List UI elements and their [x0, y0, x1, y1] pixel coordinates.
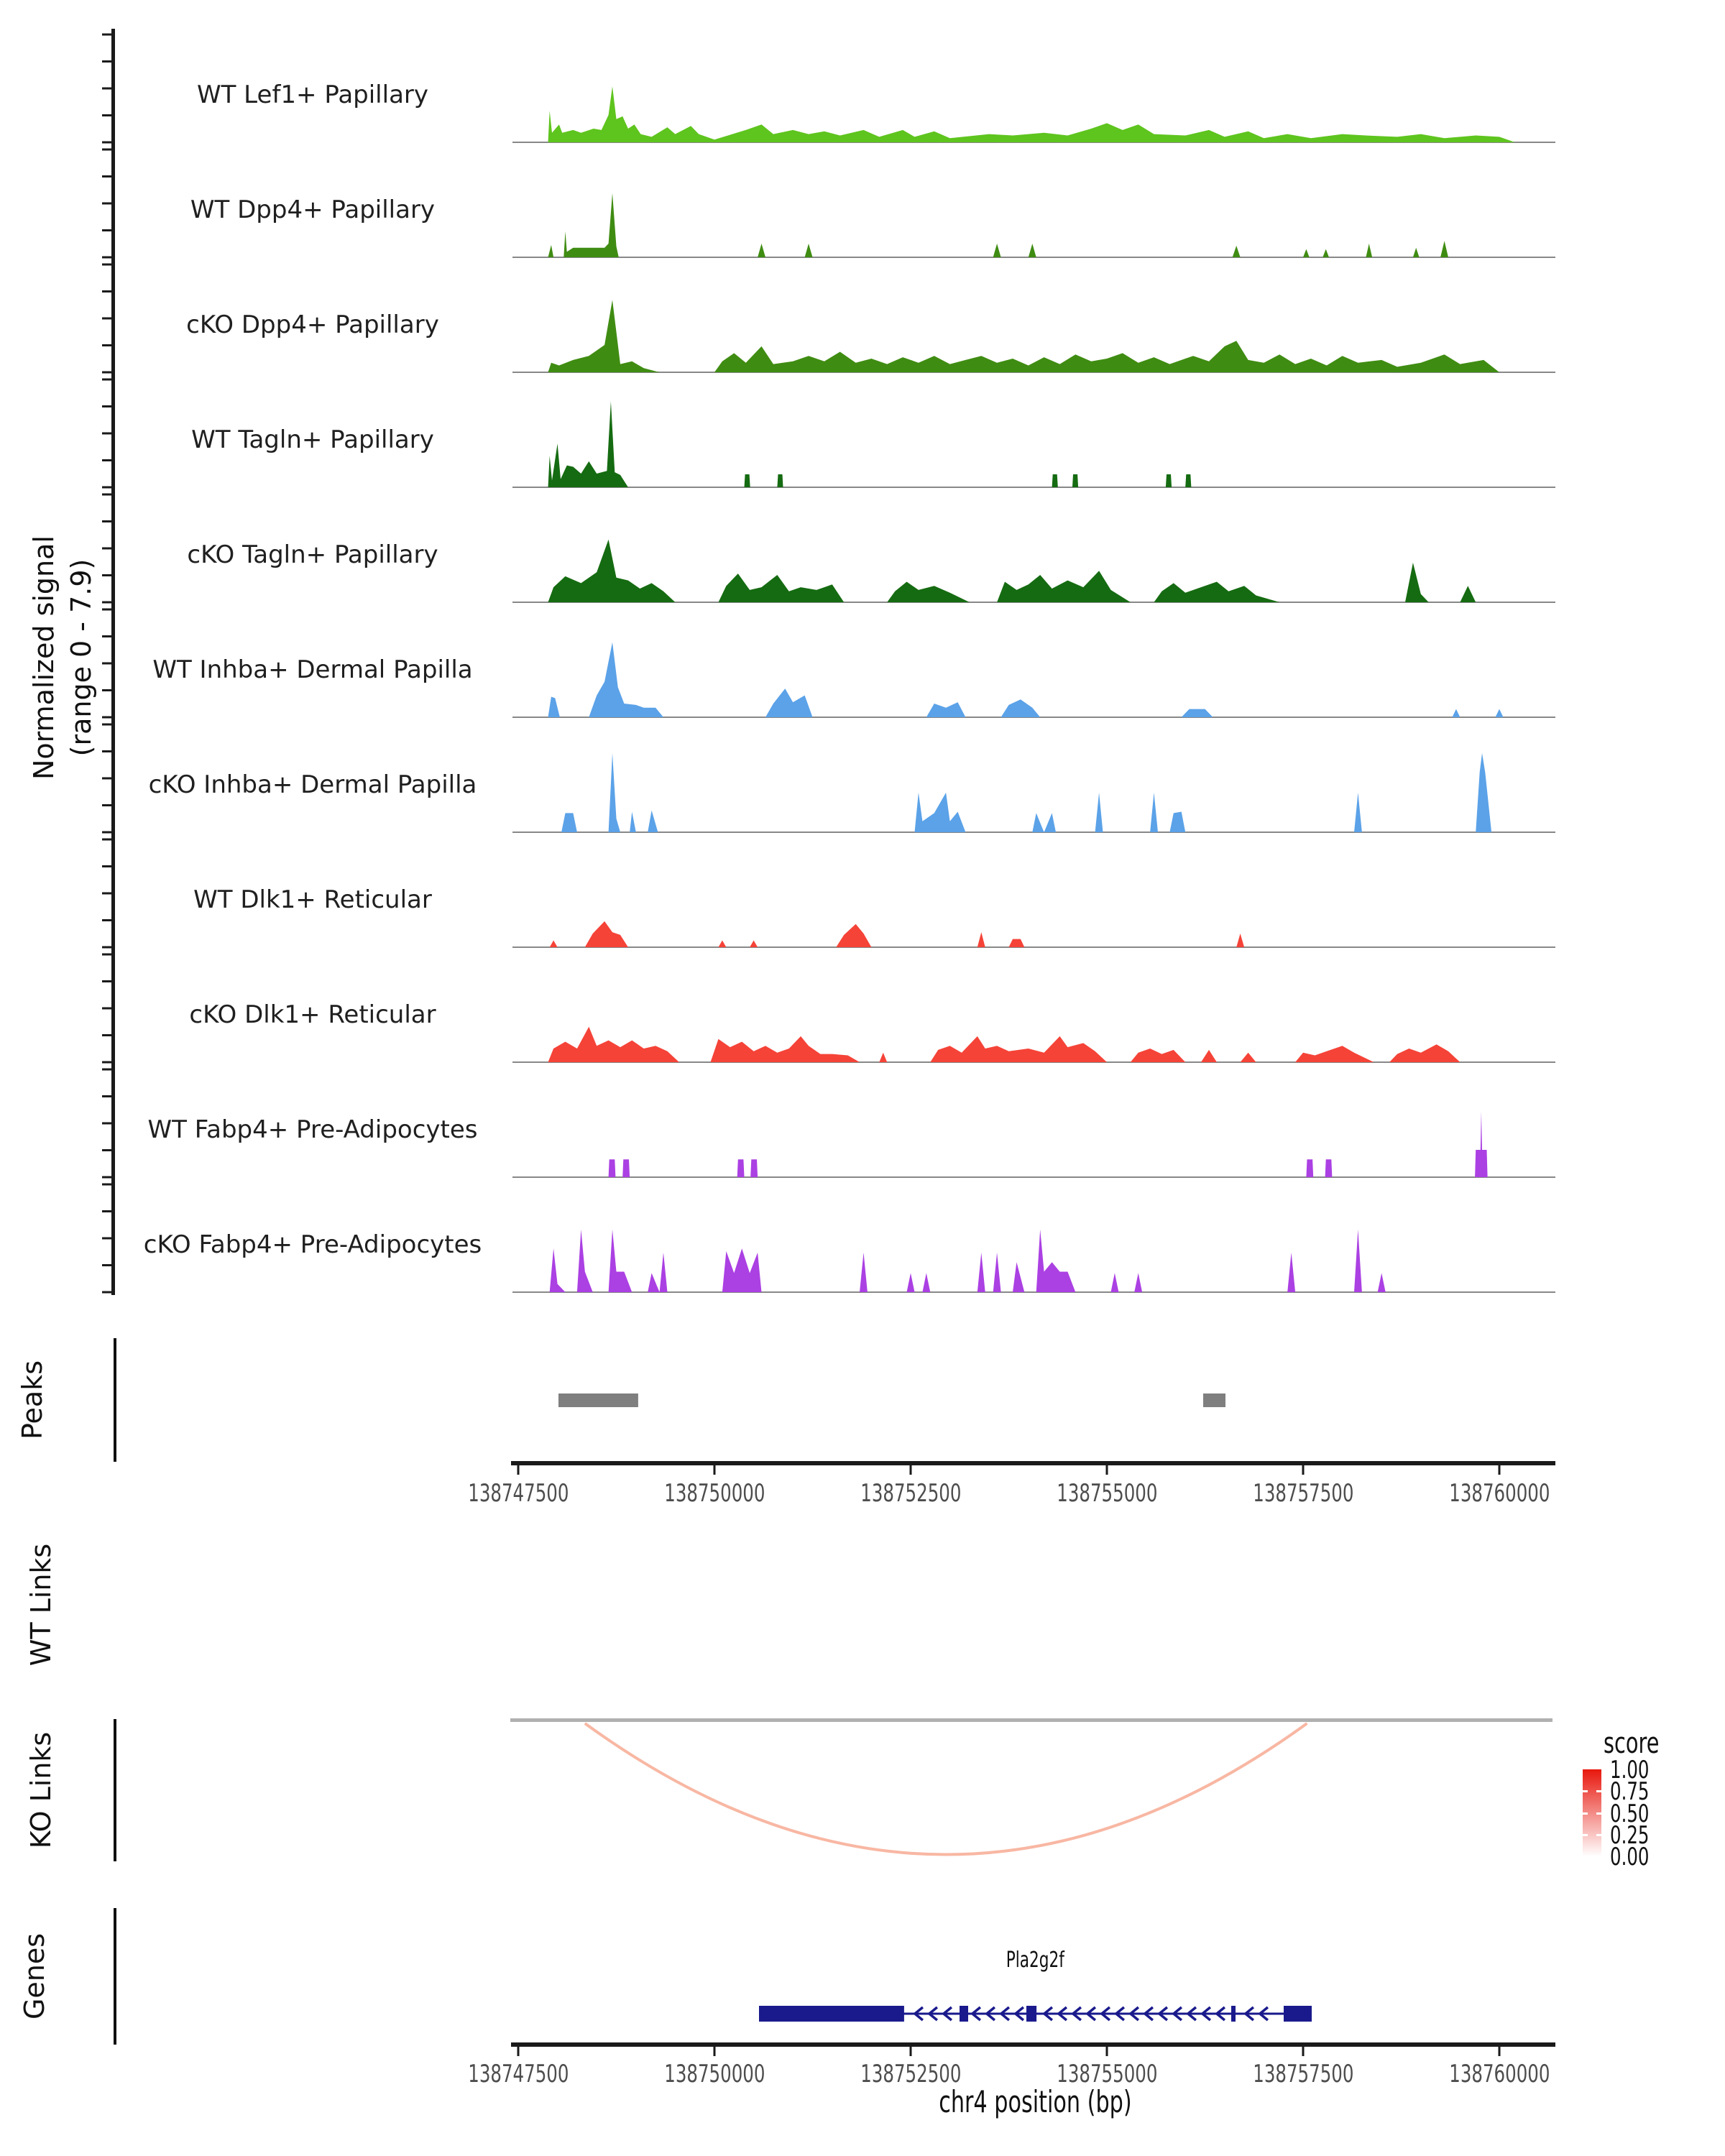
x-axis-tick-label: 138752500 [860, 2060, 962, 2088]
x-axis-tick-label: 138750000 [663, 2060, 765, 2088]
signal-y-axis [102, 29, 115, 1295]
coverage-track [512, 753, 1555, 833]
y-axis-tick [102, 405, 111, 407]
y-axis-tick [102, 689, 111, 691]
y-axis-tick [102, 203, 111, 205]
x-axis-tick-label: 138760000 [1448, 2060, 1550, 2088]
y-axis-tick [102, 344, 111, 346]
x-axis-tick-label: 138755000 [1056, 1479, 1158, 1508]
y-axis-title-line2: (range 0 - 7.9) [65, 558, 97, 757]
y-axis-tick [102, 724, 111, 726]
genes-section-label: Genes [19, 1932, 50, 2020]
coverage-area [550, 1230, 1386, 1292]
coverage-track [512, 540, 1555, 603]
x-axis-tick-label: 138755000 [1056, 2060, 1158, 2088]
coverage-track [512, 401, 1555, 488]
y-axis-tick [102, 839, 111, 841]
y-axis-tick [102, 229, 111, 231]
gene-exon [960, 2006, 968, 2022]
colorbar-notch [1583, 1834, 1588, 1836]
y-axis-tick [102, 954, 111, 956]
coverage-track [512, 86, 1555, 143]
peaks-track [558, 1393, 1225, 1407]
y-axis-tick [102, 1149, 111, 1151]
gene-name-label: Pla2g2f [1006, 1948, 1064, 1973]
y-axis-tick [102, 520, 111, 522]
track-baseline [512, 487, 1555, 488]
ko-links-section-label: KO Links [25, 1731, 57, 1849]
coverage-track [512, 193, 1555, 258]
x-axis-tick-label: 138760000 [1448, 1479, 1550, 1508]
track-label: WT Inhba+ Dermal Papilla [152, 655, 473, 684]
x-axis-tick [1106, 1465, 1108, 1475]
gene-model [759, 2006, 1312, 2022]
peak-region [1203, 1393, 1225, 1407]
x-axis-tick [518, 1465, 520, 1475]
genes-bracket [114, 1908, 116, 2045]
score-legend-title: score [1604, 1727, 1660, 1760]
y-axis-title-line1: Normalized signal [28, 535, 60, 780]
ko-links-track [510, 1718, 1552, 1855]
x-axis-tick [714, 1465, 716, 1475]
y-axis-tick [102, 1184, 111, 1186]
coverage-track [512, 1027, 1555, 1063]
y-axis-tick [102, 1238, 111, 1240]
y-axis-tick [102, 1069, 111, 1071]
y-axis-title [25, 334, 101, 981]
colorbar-notch [1596, 1812, 1601, 1815]
y-axis-tick [102, 919, 111, 921]
y-axis-tick [102, 175, 111, 178]
y-axis-tick [102, 548, 111, 550]
genome-x-axis [511, 2042, 1555, 2056]
x-axis-tick [1302, 1465, 1305, 1475]
peaks-bracket [114, 1338, 116, 1462]
coverage-area [548, 401, 1192, 487]
y-axis-tick [102, 663, 111, 665]
wt-links-section-label: WT Links [25, 1543, 57, 1667]
coverage-area [609, 1112, 1488, 1177]
y-axis-tick [102, 1176, 111, 1179]
y-axis-tick [102, 1008, 111, 1010]
score-legend-tick-label: 0.00 [1610, 1843, 1650, 1871]
y-axis-tick [102, 1210, 111, 1212]
y-axis-tick [102, 804, 111, 806]
peaks-section-label: Peaks [17, 1360, 48, 1440]
y-axis-tick [102, 114, 111, 116]
score-legend-tick-label: 0.75 [1610, 1777, 1650, 1807]
x-axis-tick-label: 138752500 [860, 1479, 962, 1508]
y-axis-tick [102, 264, 111, 266]
y-axis-tick [102, 635, 111, 637]
coverage-area [548, 193, 1449, 257]
gene-exon [759, 2006, 904, 2022]
y-axis-tick [102, 1034, 111, 1036]
score-legend-tick-label: 1.00 [1610, 1756, 1650, 1784]
y-axis-tick [102, 34, 111, 36]
coverage-area [550, 921, 1244, 947]
y-axis-tick [102, 602, 111, 604]
x-axis-tick [518, 2047, 520, 2056]
y-axis-tick [102, 1291, 111, 1294]
track-label: WT Lef1+ Papillary [196, 80, 429, 109]
y-axis-tick [102, 149, 111, 151]
x-axis-tick-label: 138747500 [467, 1479, 569, 1508]
x-axis-tick [714, 2047, 716, 2056]
y-axis-tick [102, 717, 111, 719]
coverage-track [512, 921, 1555, 948]
coverage-area [561, 753, 1491, 832]
colorbar-notch [1583, 1790, 1588, 1792]
x-axis-tick-label: 138757500 [1252, 2060, 1354, 2088]
y-axis-tick [102, 1264, 111, 1266]
y-axis-tick [102, 1061, 111, 1064]
track-baseline [512, 946, 1555, 948]
colorbar-notch [1583, 1812, 1588, 1815]
x-axis-tick [910, 1465, 912, 1475]
y-axis-tick [102, 257, 111, 259]
y-axis-tick [102, 60, 111, 63]
coverage-track [512, 300, 1555, 373]
links-baseline [510, 1718, 1552, 1722]
track-label: cKO Dlk1+ Reticular [189, 1000, 436, 1029]
colorbar-notch [1596, 1790, 1601, 1792]
genome-x-axis [511, 1461, 1555, 1475]
y-axis-tick [102, 487, 111, 489]
y-axis-tick [102, 980, 111, 982]
y-axis-tick [102, 893, 111, 895]
coverage-track [512, 1230, 1555, 1293]
track-baseline [512, 1291, 1555, 1293]
y-axis-tick [102, 459, 111, 461]
track-label: cKO Dpp4+ Papillary [186, 310, 439, 339]
y-axis-tick [102, 946, 111, 949]
score-legend-tick-label: 0.50 [1610, 1799, 1650, 1828]
y-axis-tick [102, 433, 111, 435]
y-axis-tick [102, 750, 111, 752]
y-axis-tick [102, 609, 111, 611]
coverage-area [548, 540, 1476, 602]
x-axis-tick [1106, 2047, 1108, 2056]
x-axis-tick [910, 2047, 912, 2056]
x-axis-tick-label: 138747500 [467, 2060, 569, 2088]
coverage-area [548, 300, 1500, 372]
x-axis-tick [1499, 2047, 1501, 2056]
track-label: WT Dpp4+ Papillary [190, 195, 436, 224]
colorbar-notch [1596, 1834, 1601, 1836]
coverage-track [512, 642, 1555, 718]
gene-exon [1026, 2006, 1036, 2022]
track-label: WT Tagln+ Papillary [191, 425, 434, 454]
track-baseline [512, 1176, 1555, 1178]
x-axis-tick [1499, 1465, 1501, 1475]
track-label: cKO Fabp4+ Pre-Adipocytes [143, 1230, 482, 1259]
x-axis-tick [1302, 2047, 1305, 2056]
y-axis-tick [102, 372, 111, 374]
link-arc [585, 1723, 1307, 1855]
coverage-area [548, 86, 1515, 142]
score-legend-tick-label: 0.25 [1610, 1820, 1650, 1850]
coverage-area [548, 1027, 1460, 1062]
peak-region [558, 1393, 638, 1407]
y-axis-tick [102, 494, 111, 496]
y-axis-tick [102, 1123, 111, 1125]
ko-links-bracket [114, 1719, 116, 1861]
y-axis-tick [102, 318, 111, 320]
coverage-area [548, 642, 1504, 717]
x-axis-tick-label: 138750000 [663, 1479, 765, 1508]
y-axis-tick [102, 1095, 111, 1097]
x-axis-tick-label: 138757500 [1252, 1479, 1354, 1508]
y-axis-tick [102, 865, 111, 867]
y-axis-tick [102, 831, 111, 834]
coverage-track [512, 1112, 1555, 1178]
track-label: WT Fabp4+ Pre-Adipocytes [147, 1115, 478, 1144]
track-label: cKO Inhba+ Dermal Papilla [148, 770, 477, 799]
y-axis-tick [102, 290, 111, 292]
y-axis-tick [102, 778, 111, 780]
gene-exon [1284, 2006, 1312, 2022]
y-axis-tick [102, 574, 111, 576]
track-label: WT Dlk1+ Reticular [193, 885, 432, 914]
gene-exon [1231, 2006, 1236, 2022]
y-axis-tick [102, 142, 111, 144]
track-label: cKO Tagln+ Papillary [187, 540, 438, 569]
y-axis-tick [102, 379, 111, 381]
x-axis-title: chr4 position (bp) [938, 2084, 1132, 2119]
y-axis-tick [102, 88, 111, 90]
